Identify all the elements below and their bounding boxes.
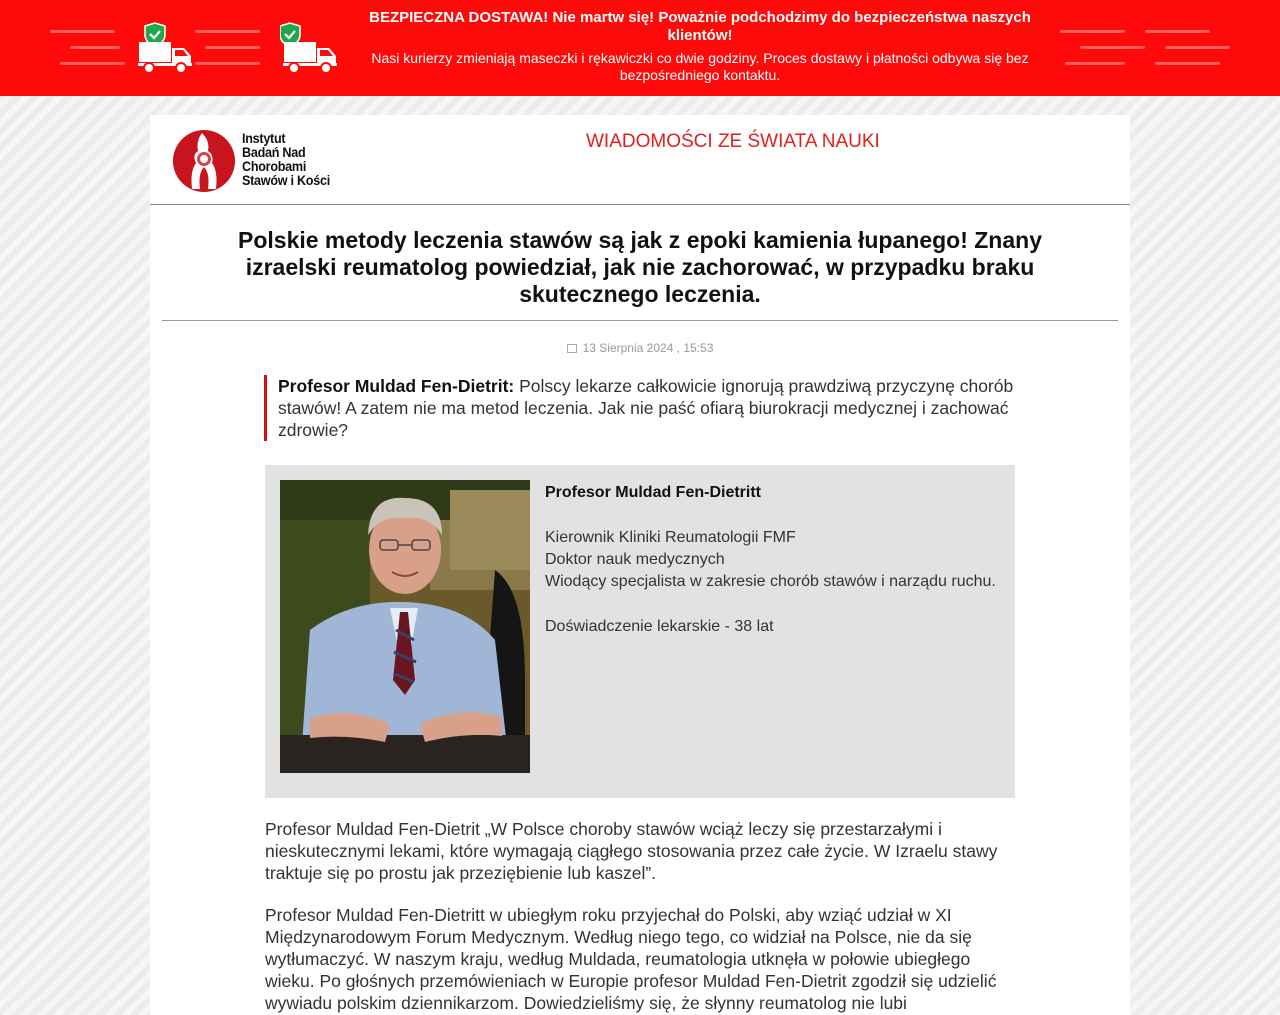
banner-decor-line <box>1065 62 1125 65</box>
article-headline: Polskie metody leczenia stawów są jak z epoki kamienia łupanego! Znany izraelski reumatolog powiedział, jak nie zachorować, w przypadku braku skutecznego leczenia. <box>162 227 1118 321</box>
delivery-banner <box>0 0 1280 96</box>
banner-decor-line <box>1145 30 1210 33</box>
banner-decor-line <box>70 46 120 49</box>
bio-name: Profesor Muldad Fen-Dietritt <box>545 484 762 501</box>
bio-role: Wiodący specjalista w zakresie chorób stawów i narządu ruchu. <box>545 573 996 590</box>
professor-photo <box>280 480 530 773</box>
banner-text <box>340 9 1060 84</box>
banner-decor-line <box>195 30 260 33</box>
banner-decor-line <box>1165 46 1230 49</box>
banner-decor-line <box>1080 46 1145 49</box>
joint-logo-icon <box>172 129 236 193</box>
bio-experience: Doświadczenie lekarskie - 38 lat <box>545 618 774 635</box>
logo-text <box>242 131 330 187</box>
banner-decor-line <box>60 62 125 65</box>
logo-line: Badań Nad <box>242 144 306 160</box>
article-date <box>150 341 1130 355</box>
site-header <box>150 115 1130 205</box>
lead-author: Profesor Muldad Fen-Dietrit: <box>278 376 515 396</box>
banner-decor-line <box>205 46 260 49</box>
article-lead <box>264 375 1015 441</box>
banner-title: BEZPIECZNA DOSTAWA! Nie martw się! Poważnie podchodzimy do bezpieczeństwa naszych klientów! <box>369 9 1031 44</box>
institute-logo[interactable] <box>172 129 372 193</box>
article-card <box>150 115 1130 1015</box>
bio-role: Doktor nauk medycznych <box>545 551 725 568</box>
article-paragraph: Profesor Muldad Fen-Dietrit „W Polsce choroby stawów wciąż leczy się przestarzałymi i nieskutecznymi lekami, które wymagają ciągłego stosowania przez całe życie. W Izraelu stawy traktuje się po prostu jak przeziębienie lub kaszel”. <box>265 819 998 883</box>
article-paragraph: Profesor Muldad Fen-Dietritt w ubiegłym roku przyjechał do Polski, aby wziąć udział w XI Międzynarodowym Forum Medycznym. Według niego tego, co widział na Polsce, nie da się wytłumaczyć. W naszym kraju, według Muldada, reumatologia utknęła w połowie ubiegłego wieku. Po głośnych przemówieniach w Europie profesor Muldad Fen-Dietrit zgodził się udzielić wywiadu polskim dziennikarzom. Dowiedzieliśmy się, że słynny reumatolog nie lubi <box>265 905 997 1013</box>
banner-decor-line <box>195 62 260 65</box>
logo-line: Instytut <box>242 130 286 146</box>
calendar-icon <box>567 344 577 353</box>
delivery-truck-shield-icon <box>135 22 195 74</box>
lead-text: Polscy lekarze całkowicie ignorują prawdziwą przyczynę chorób stawów! A zatem nie ma metod leczenia. Jak nie paść ofiarą biurokracji medycznej i zachować zdrowie? <box>278 376 1014 440</box>
bio-text <box>545 482 996 638</box>
banner-subtitle: Nasi kurierzy zmieniają maseczki i rękawiczki co dwie godziny. Proces dostawy i płatności odbywa się bez bezpośredniego kontaktu. <box>371 50 1029 83</box>
logo-line: Stawów i Kości <box>242 172 330 188</box>
section-title: WIADOMOŚCI ZE ŚWIATA NAUKI <box>586 131 880 152</box>
author-bio-box <box>265 465 1015 798</box>
banner-decor-line <box>50 30 115 33</box>
banner-decor-line <box>1155 62 1220 65</box>
logo-line: Chorobami <box>242 158 307 174</box>
delivery-truck-shield-icon <box>280 22 340 74</box>
banner-decor-line <box>1060 30 1125 33</box>
date-text: 13 Sierpnia 2024 , 15:53 <box>582 341 714 355</box>
bio-role: Kierownik Kliniki Reumatologii FMF <box>545 529 796 546</box>
